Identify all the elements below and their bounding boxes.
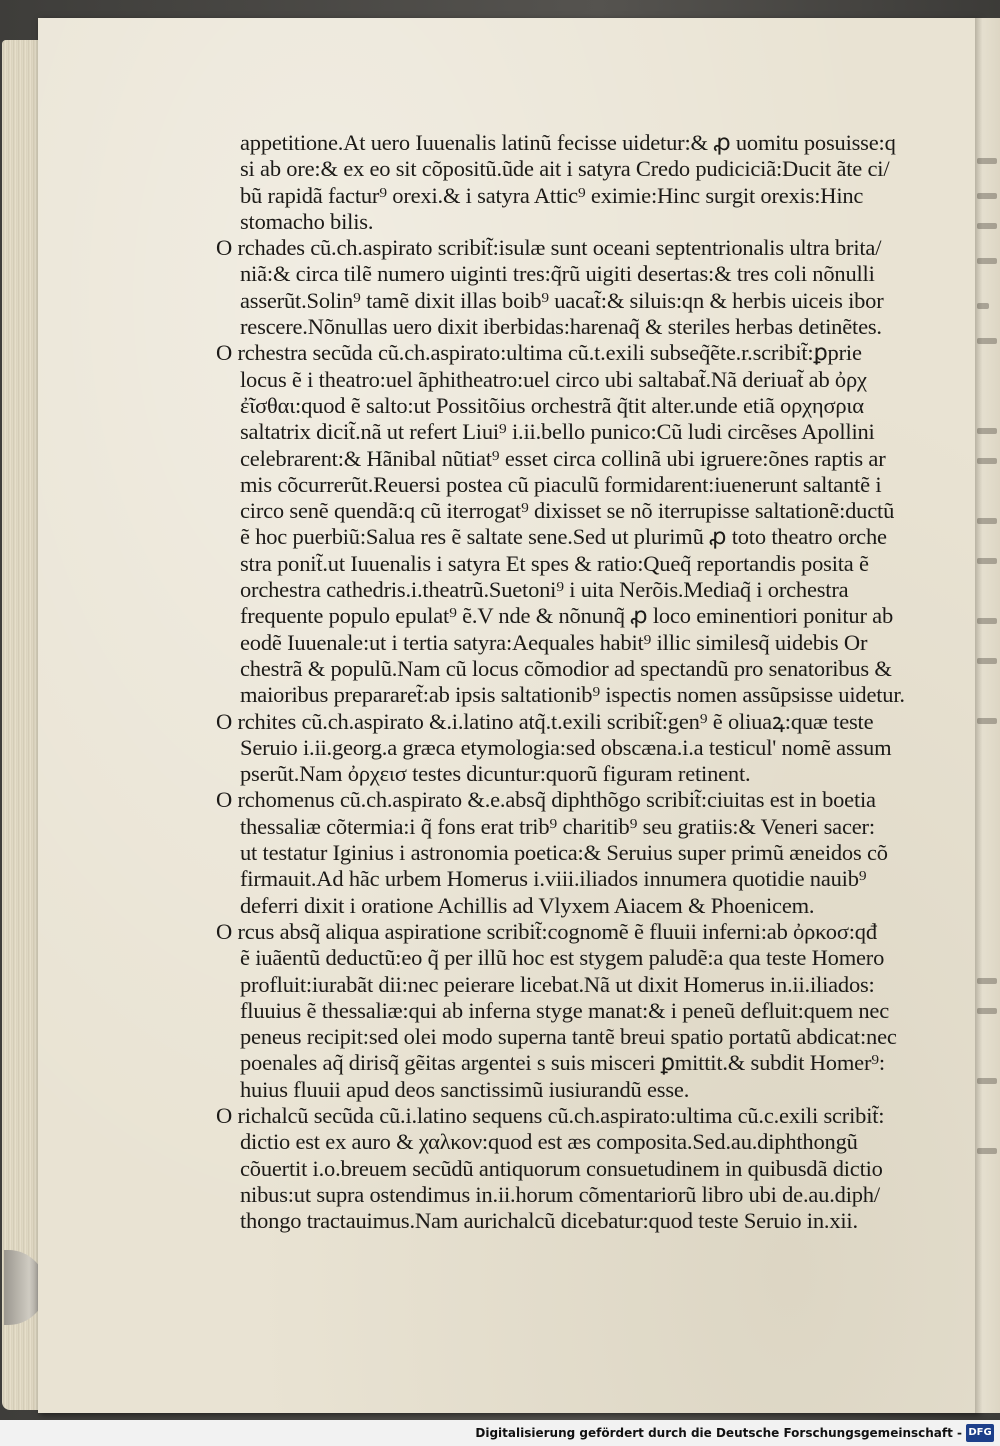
text-line: pserũt.Nam ὀρχεισ testes dicuntur:quorũ figuram retinent.	[240, 761, 751, 787]
text-line: mis cõcurrerũt.Reuersi postea cũ piaculũ formidarent:iuenerunt saltantẽ i	[240, 471, 882, 497]
text-line: nibus:ut supra ostendimus in.ii.horum cõmentariorũ libro ubi de.au.diph/	[240, 1181, 880, 1207]
text-line: stomacho bilis.	[240, 208, 374, 234]
text-line: cõuertit i.o.breuem secũdũ antiquorum consuetudinem in quibusdã dictio	[240, 1155, 883, 1181]
footer-bar	[0, 1420, 1000, 1446]
text-line: thessaliæ cõtermia:i q̃ fons erat trib⁹ charitib⁹ seu gratiis:& Veneri sacer:	[240, 813, 875, 839]
text-line: ẽ iuãentũ deductũ:eo q̃ per illũ hoc est stygem paludẽ:a qua teste Homero	[240, 945, 885, 971]
entry-line: O rchites cũ.ch.aspirato &.i.latino atq̃.t.exili scribit̃:gen⁹ ẽ oliuaꝝ:quæ teste	[216, 708, 874, 734]
entry-line: O rchestra secũda cũ.ch.aspirato:ultima cũ.t.exili subseq̃ẽte.r.scribit̃:ꝑprie	[216, 340, 862, 366]
text-line: thongo tractauimus.Nam aurichalcũ dicebatur:quod teste Seruio in.xii.	[240, 1208, 858, 1234]
text-line: bũ rapidã factur⁹ orexi.& i satyra Attic⁹ eximie:Hinc surgit orexis:Hinc	[240, 182, 864, 208]
text-line: si ab ore:& ex eo sit cõpositũ.ũde ait i satyra Credo pudiciciã:Ducit ãte ci/	[240, 156, 890, 182]
dfg-logo: DFG	[966, 1424, 994, 1442]
facing-page-edge	[975, 18, 1000, 1413]
entry-line: O rcus absq̃ aliqua aspiratione scribit̃:cognomẽ ẽ fluuii inferni:ab ὀρκοσ:qđ	[216, 918, 877, 944]
book-page-edges	[2, 40, 42, 1410]
text-line: poenales aq̃ dirisq̃ gẽitas argentei s suis misceri ꝑmittit.& subdit Homer⁹:	[240, 1050, 885, 1076]
text-line: Seruio i.ii.georg.a græca etymologia:sed obscæna.i.a testicul' nomẽ assum	[240, 734, 892, 760]
text-line: stra ponit̃.ut Iuuenalis i satyra Et spes & ratio:Queq̃ reportandis posita ẽ	[240, 550, 869, 576]
text-line: eodẽ Iuuenale:ut i tertia satyra:Aequales habit⁹ illic similesq̃ uidebis Or	[240, 629, 868, 655]
text-line: circo senẽ quendã:q cũ iterrogat⁹ dixisset se nõ iterrupisse saltationẽ:ductũ	[240, 498, 895, 524]
text-line: frequente populo epulat⁹ ẽ.V nde & nõnunq̃ ꝓ loco eminentiori ponitur ab	[240, 603, 893, 629]
text-line: rescere.Nõnullas uero dixit iberbidas:harenaq̃ & steriles herbas detinẽtes.	[240, 314, 882, 340]
text-line: asserũt.Solin⁹ tamẽ dixit illas boib⁹ uacat̃:& siluis:qn & herbis uiceis ibor	[240, 287, 884, 313]
text-line: orchestra cathedris.i.theatrũ.Suetoni⁹ i uita Nerõis.Mediaq̃ i orchestra	[240, 577, 849, 603]
text-line: maioribus prepararet̃:ab ipsis saltationib⁹ ispectis nomen assũpsisse uidetur.	[240, 682, 905, 708]
text-line: chestrã & populũ.Nam cũ locus cõmodior ad spectandũ pro senatoribus &	[240, 655, 892, 681]
text-line: locus ẽ i theatro:uel ãphitheatro:uel circo ubi saltabat̃.Nã deriuat̃ ab ὀρχ	[240, 366, 867, 392]
text-line: appetitione.At uero Iuuenalis latinũ fecisse uidetur:& ꝓ uomitu posuisse:q	[240, 130, 896, 155]
entry-line: O rchomenus cũ.ch.aspirato &.e.absq̃ diphthõgo scribit̃:ciuitas est in boetia	[216, 787, 876, 813]
entry-line: O rchades cũ.ch.aspirato scribit̃:isulæ sunt oceani septentrionalis ultra brita/	[216, 235, 882, 261]
main-text-column	[216, 130, 912, 1234]
text-line: ẽ hoc puerbiũ:Salua res ẽ saltate sene.Sed ut plurimũ ꝓ toto theatro orche	[240, 524, 887, 550]
text-line: ἐῖσθαι:quod ẽ salto:ut Possitõius orchestrã q̃tit alter.unde etiã ορχησρια	[240, 392, 864, 418]
text-line: deferri dixit i oratione Achillis ad Vlyxem Aiacem & Phoenicem.	[240, 892, 815, 918]
text-line: celebrarent:& Hãnibal nũtiat⁹ esset circa collinã ubi igruere:õnes raptis ar	[240, 445, 886, 471]
entry-line: O richalcũ secũda cũ.i.latino sequens cũ.ch.aspirato:ultima cũ.c.exili scribit̃:	[216, 1102, 885, 1128]
text-line: profluit:iurabãt dii:nec peierare licebat.Nã ut dixit Homerus in.ii.iliados:	[240, 971, 875, 997]
funding-notice: Digitalisierung gefördert durch die Deutsche Forschungsgemeinschaft -	[475, 1426, 962, 1440]
text-line: dictio est ex auro & χαλκον:quod est æs composita.Sed.au.diphthongũ	[240, 1129, 858, 1155]
text-line: saltatrix dicit̃.nã ut refert Liui⁹ i.ii.bello punico:Cũ ludi circẽses Apollini	[240, 419, 875, 445]
text-line: peneus recipit:sed olei modo superna tantẽ breui spatio portatũ abdicat:nec	[240, 1024, 897, 1050]
text-line: firmauit.Ad hãc urbem Homerus i.viii.iliados innumera quotidie nauib⁹	[240, 866, 867, 892]
text-line: huius fluuii apud deos sanctissimũ iusiurandũ esse.	[240, 1076, 690, 1102]
text-line: fluuius ẽ thessaliæ:qui ab inferna styge manat:& i peneũ defluit:quem nec	[240, 997, 889, 1023]
text-line: niã:& circa tilẽ numero uiginti tres:q̃rũ uigiti desertas:& tres coli nõnulli	[240, 261, 875, 287]
text-line: ut testatur Iginius i astronomia poetica:& Seruius super primũ æneidos cõ	[240, 840, 888, 866]
